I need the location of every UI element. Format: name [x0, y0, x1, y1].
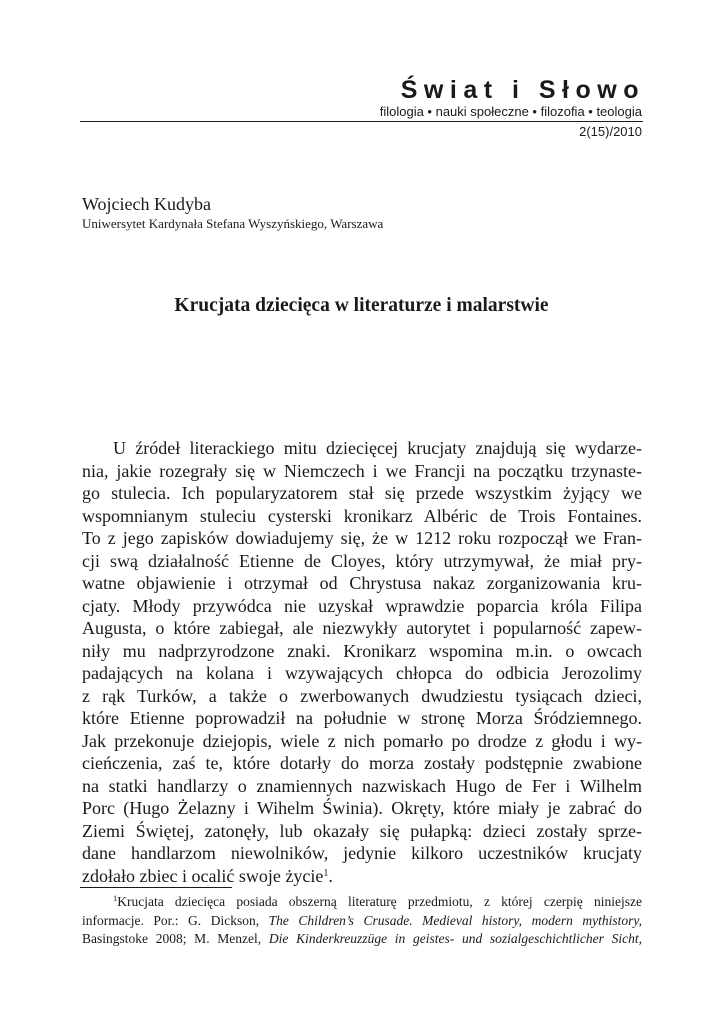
body-line: To z jego zapisków dowiadujemy się, że w 1212 roku rozpoczął we Fran- — [82, 528, 642, 548]
footnote-line — [82, 930, 642, 949]
journal-subtitle: filologia • nauki społeczne • filozofia • teologia — [379, 104, 642, 119]
footnote-reference[interactable]: 1 — [323, 867, 329, 879]
footnote-text: Krucjata dziecięca posiada obszerną literaturę przedmiotu, z której czerpię niniejsze — [117, 894, 642, 909]
body-line: Augusta, o które zabiegał, ale niezwykły autorytet i popularność zapew- — [82, 618, 642, 638]
body-line: dane handlarzom niewolników, jedynie kilkoro uczestników krucjaty — [82, 843, 642, 863]
body-line-last: zdołało zbiec i ocalić swoje życie$^1$. — [82, 865, 333, 886]
body-line: nia, jakie rozegrały się w Niemczech i we Francji na początku trzynaste- — [82, 460, 642, 481]
body-line: które Etienne poprowadził na południe w stronę Morza Śródziemnego. — [82, 708, 642, 728]
body-line: cji swą działalność Etienne de Cloyes, który utrzymywał, że miał pry- — [82, 550, 642, 571]
header-divider — [80, 121, 643, 122]
footnote-cited-title: Die Kinderkreuzzüge in geistes- und sozialgeschichtlicher Sicht, — [268, 931, 642, 946]
body-line: padających na kolana i wzywających chłopca do odbicia Jerozolimy — [82, 663, 642, 683]
article-title: Krucjata dziecięca w literaturze i malarstwie — [174, 295, 549, 316]
footnote — [82, 893, 642, 949]
footnote-text: Basingstoke 2008; M. Menzel, — [82, 931, 269, 946]
author-affiliation: Uniwersytet Kardynała Stefana Wyszyńskiego, Warszawa — [82, 216, 384, 231]
body-line: watne objawienie i otrzymał od Chrystusa nakaz zorganizowania kru- — [82, 573, 642, 593]
footnote-divider — [80, 887, 232, 888]
body-line: cieńczenia, zaś te, które dotarły do morza zostały podstępnie zwabione — [82, 753, 642, 773]
body-line: wspomnianym stuleciu cysterski kronikarz Albéric de Trois Fontaines. — [82, 505, 642, 526]
footnote-line — [82, 893, 642, 912]
footnote-cited-title: The Children’s Crusade. Medieval history, modern mythistory, — [268, 912, 642, 928]
body-line: cjaty. Młody przywódca nie uzyskał wprawdzie poparcia króla Filipa — [82, 595, 642, 616]
body-line: na statki handlarzy o znamiennych nazwiskach Hugo de Fer i Wilhelm — [82, 775, 642, 796]
journal-title: Świat i Słowo — [400, 76, 645, 104]
body-line: Ziemi Świętej, zatonęły, lub okazały się pułapką: dzieci zostały sprze- — [82, 820, 642, 841]
body-line: go stulecia. Ich popularyzatorem stał się przede wszystkim żyjący we — [82, 483, 642, 503]
author-name: Wojciech Kudyba — [82, 194, 212, 214]
issue-number: 2(15)/2010 — [579, 124, 642, 139]
footnote-text: informacje. Por.: G. Dickson, — [82, 912, 269, 928]
footnote-line — [82, 912, 642, 931]
body-line: z rąk Turków, a także o zwerbowanych dwudziestu tysiącach dzieci, — [82, 685, 642, 706]
body-line: Jak przekonuje dziejopis, wiele z nich pomarło po drodze z głodu i wy- — [82, 730, 642, 751]
body-line-text: zdołało zbiec i ocalić swoje życie — [82, 865, 324, 886]
footnote-number: 1 — [113, 893, 118, 903]
body-line: niły mu nadprzyrodzone znaki. Kronikarz wspomina m.in. o owcach — [82, 640, 642, 661]
body-paragraph — [82, 437, 642, 887]
body-line: Porc (Hugo Żelazny i Wihelm Świnia). Okręty, które miały je zabrać do — [82, 798, 642, 818]
body-line: U źródeł literackiego mitu dziecięcej krucjaty znajdują się wydarze- — [113, 438, 642, 458]
